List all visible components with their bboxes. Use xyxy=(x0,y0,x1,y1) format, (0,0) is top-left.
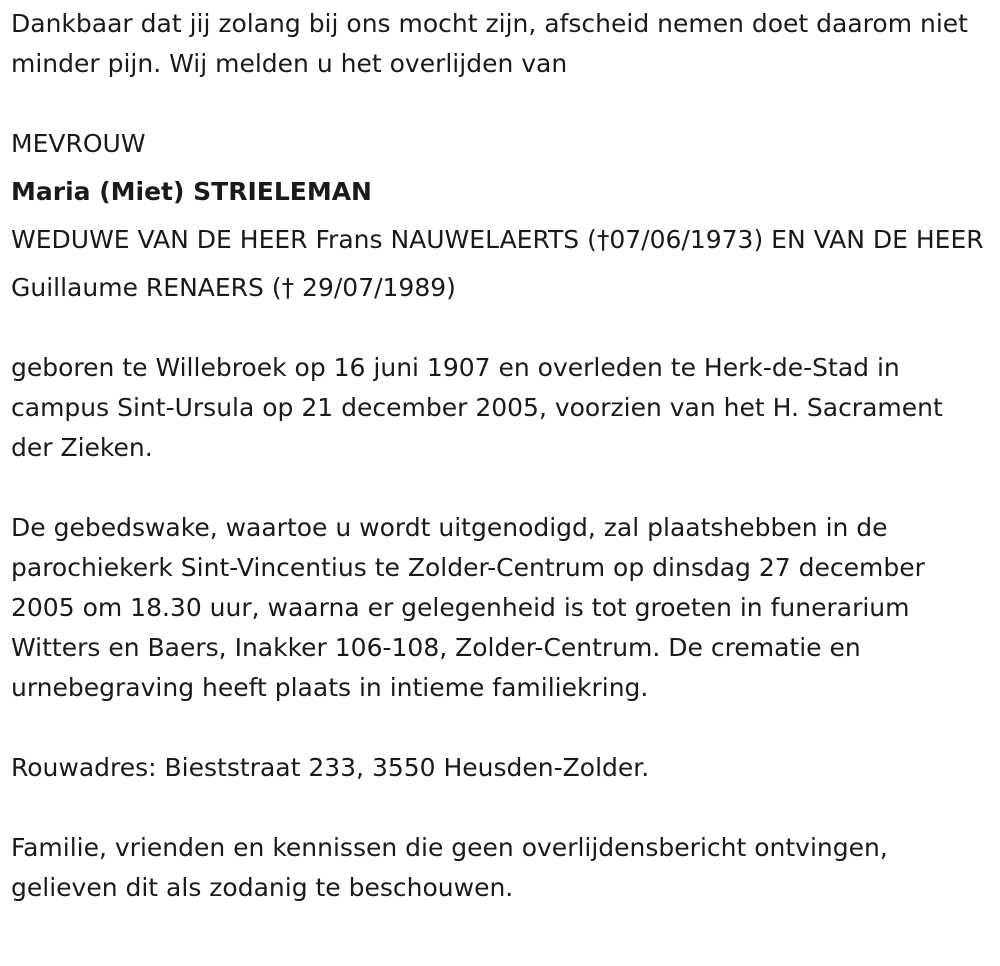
deceased-name: Maria (Miet) STRIELEMAN xyxy=(11,177,372,206)
closing-paragraph: Familie, vrienden en kennissen die geen overlijdensbericht ontvingen, gelieven dit als zodanig te beschouwen. xyxy=(11,833,888,902)
spacer xyxy=(11,212,991,220)
address-paragraph: Rouwadres: Bieststraat 233, 3550 Heusden-Zolder. xyxy=(11,753,650,782)
ceremony-paragraph: De gebedswake, waartoe u wordt uitgenodigd, zal plaatshebben in de parochiekerk Sint-Vincentius te Zolder-Centrum op dinsdag 27 december 2005 om 18.30 uur, waarna er gelegenheid is tot groeten in funerarium Witters en Baers, Inakker 106-108, Zolder-Centrum. De crematie en urnebegraving heeft plaats in intieme familiekring. xyxy=(11,513,925,702)
spacer xyxy=(11,468,991,508)
second-husband-line: Guillaume RENAERS († 29/07/1989) xyxy=(11,273,456,302)
spacer xyxy=(11,164,991,172)
spacer xyxy=(11,308,991,348)
intro-paragraph: Dankbaar dat jij zolang bij ons mocht zijn, afscheid nemen doet daarom niet minder pijn. Wij melden u het overlijden van xyxy=(11,9,968,78)
spacer xyxy=(11,788,991,828)
title-mevrouw: MEVROUW xyxy=(11,129,146,158)
obituary-notice xyxy=(11,4,991,908)
spacer xyxy=(11,708,991,748)
widow-line: WEDUWE VAN DE HEER Frans NAUWELAERTS (†07/06/1973) EN VAN DE HEER xyxy=(11,225,984,254)
spacer xyxy=(11,260,991,268)
birth-death-paragraph: geboren te Willebroek op 16 juni 1907 en overleden te Herk-de-Stad in campus Sint-Ursula op 21 december 2005, voorzien van het H. Sacrament der Zieken. xyxy=(11,353,943,462)
spacer xyxy=(11,84,991,124)
